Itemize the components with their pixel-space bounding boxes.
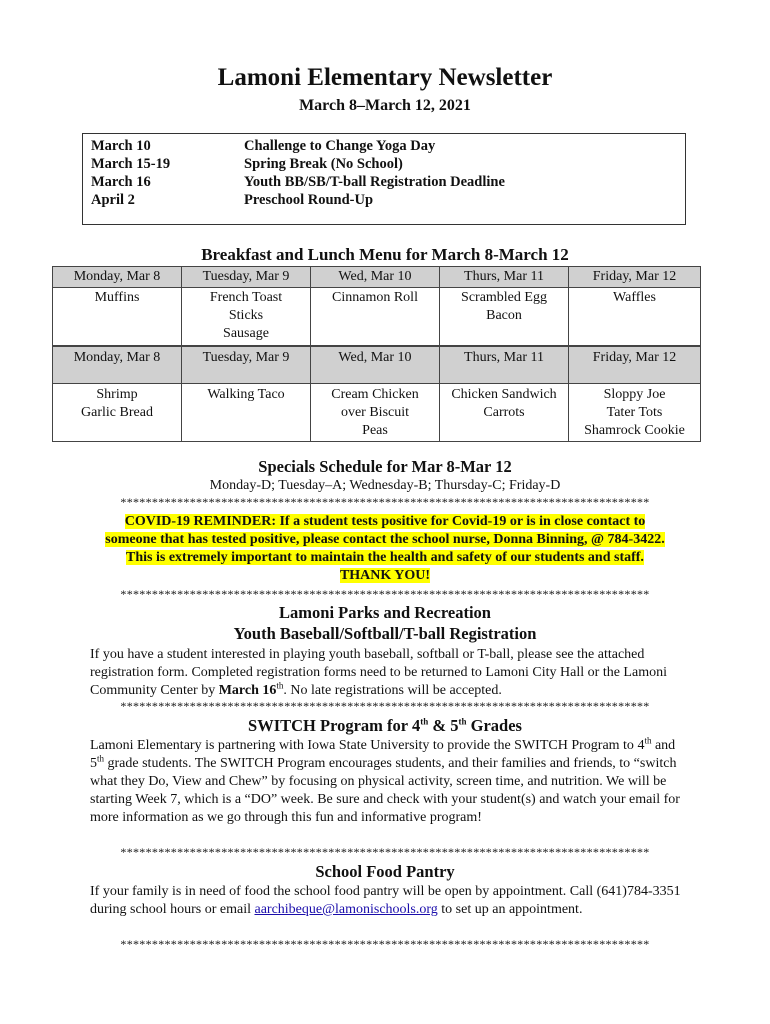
pantry-text-end: to set up an appointment. [437, 902, 583, 917]
registration-heading: Youth Baseball/Softball/T-ball Registration [233, 624, 537, 643]
menu-item: Sausage [223, 326, 269, 341]
event-row [91, 173, 685, 191]
food-pantry-paragraph [90, 883, 690, 919]
ordinal-suffix: th [420, 716, 429, 727]
switch-heading [0, 716, 770, 736]
covid-reminder [100, 513, 670, 585]
deadline-suffix: th [276, 680, 284, 691]
newsletter-title: Lamoni Elementary Newsletter [217, 64, 553, 91]
breakfast-menu-table [52, 266, 701, 346]
switch-heading-text: Grades [466, 716, 522, 735]
ordinal-suffix: th [97, 753, 105, 764]
menu-header-row [53, 347, 701, 384]
menu-day-header: Monday, Mar 8 [53, 347, 182, 384]
divider: ************************************************************************************ [120, 846, 650, 858]
menu-item: Peas [362, 423, 388, 438]
switch-text: grade students. The SWITCH Program encourages students, and their families and friends, to “switch what they Do, View and Chew” by focusing on physical activity, screen time, and nutrition. We will be starting Week 7, which is a “DO” week. Be sure and check with your student(s) and watch your email for more information as we go through this fun and informative program! [90, 756, 680, 825]
menu-day-header: Friday, Mar 12 [569, 267, 701, 288]
menu-item: Cream Chicken [331, 387, 419, 402]
menu-day-header: Tuesday, Mar 9 [182, 347, 311, 384]
event-date: April 2 [91, 192, 135, 208]
menu-item: Bacon [486, 308, 522, 323]
event-date: March 16 [91, 174, 151, 190]
ordinal-suffix: th [458, 716, 467, 727]
breakfast-cell [440, 288, 569, 346]
divider: ************************************************************************************ [120, 700, 650, 712]
event-date: March 10 [91, 138, 151, 154]
ordinal-suffix: th [644, 735, 652, 746]
divider: ************************************************************************************ [120, 496, 650, 508]
menu-item: Sloppy Joe [603, 387, 666, 402]
event-row [91, 137, 685, 155]
breakfast-cell [311, 288, 440, 346]
menu-item: French Toast [209, 290, 283, 305]
switch-text: and 5 [90, 738, 676, 771]
covid-reminder-text: COVID-19 REMINDER: If a student tests positive for Covid-19 or is in close contact to someone that has tested positive, please contact the school nurse, Donna Binning, @ 784-3422. This is extremely important to maintain the health and safety of our students and staff. THANK YOU! [105, 514, 665, 583]
menu-day-header: Thurs, Mar 11 [440, 347, 569, 384]
lunch-cell [182, 384, 311, 442]
menu-item: Waffles [613, 290, 656, 305]
breakfast-cell [569, 288, 701, 346]
menu-item: over Biscuit [340, 405, 410, 420]
event-description: Challenge to Change Yoga Day [244, 138, 436, 154]
event-description: Youth BB/SB/T-ball Registration Deadline [244, 174, 505, 190]
menu-day-header: Wed, Mar 10 [311, 347, 440, 384]
menu-item: Muffins [94, 290, 140, 305]
menu-item: Chicken Sandwich [451, 387, 557, 402]
registration-text: If you have a student interested in playing youth baseball, softball or T-ball, please see the attached registration form. Completed registration forms need to be returned to Lamoni City Hall or the Lamoni Community Center by [90, 647, 667, 698]
menu-title: Breakfast and Lunch Menu for March 8-March 12 [201, 245, 569, 264]
event-row [91, 191, 685, 209]
switch-paragraph [90, 737, 690, 827]
breakfast-cell [53, 288, 182, 346]
menu-item: Carrots [483, 405, 525, 420]
menu-item: Shamrock Cookie [584, 423, 685, 438]
pantry-email-link[interactable]: aarchibeque@lamonischools.org [254, 902, 438, 917]
registration-deadline: March 16 [218, 683, 277, 698]
lunch-cell [311, 384, 440, 442]
menu-item: Walking Taco [207, 387, 285, 402]
menu-item: Tater Tots [606, 405, 663, 420]
menu-day-header: Tuesday, Mar 9 [182, 267, 311, 288]
breakfast-row [53, 288, 701, 346]
switch-heading-text: & 5 [428, 716, 459, 735]
menu-header-row [53, 267, 701, 288]
lunch-menu-table [52, 346, 701, 442]
specials-heading: Specials Schedule for Mar 8-Mar 12 [258, 457, 512, 476]
menu-day-header: Thurs, Mar 11 [440, 267, 569, 288]
event-description: Spring Break (No School) [244, 156, 403, 172]
switch-text: Lamoni Elementary is partnering with Iowa State University to provide the SWITCH Program to [90, 738, 638, 753]
lunch-cell [569, 384, 701, 442]
lunch-cell [440, 384, 569, 442]
menu-item: Sticks [228, 308, 264, 323]
menu-item: Scrambled Egg [461, 290, 547, 305]
divider: ************************************************************************************ [120, 938, 650, 950]
specials-schedule: Monday-D; Tuesday–A; Wednesday-B; Thursday-C; Friday-D [209, 478, 561, 493]
lunch-row [53, 384, 701, 442]
pantry-text: If your family is in need of food the school food pantry will be open by appointment. Call (641)784-3351 during school hours or email [90, 884, 681, 917]
menu-item: Cinnamon Roll [332, 290, 418, 305]
parks-heading: Lamoni Parks and Recreation [279, 603, 491, 622]
events-box [82, 133, 686, 225]
switch-heading-text: SWITCH Program for 4 [248, 716, 421, 735]
menu-item: Shrimp [96, 387, 138, 402]
food-pantry-heading: School Food Pantry [315, 862, 455, 881]
lunch-cell [53, 384, 182, 442]
menu-day-header: Wed, Mar 10 [311, 267, 440, 288]
menu-day-header: Monday, Mar 8 [53, 267, 182, 288]
event-row [91, 155, 685, 173]
switch-text: 4 [637, 738, 645, 753]
registration-text-end: . No late registrations will be accepted. [283, 683, 502, 698]
event-description: Preschool Round-Up [244, 192, 374, 208]
registration-paragraph [90, 646, 690, 700]
date-range: March 8–March 12, 2021 [299, 97, 471, 114]
menu-item: Garlic Bread [81, 405, 153, 420]
breakfast-cell [182, 288, 311, 346]
divider: ************************************************************************************ [120, 588, 650, 600]
menu-day-header: Friday, Mar 12 [569, 347, 701, 384]
event-date: March 15-19 [91, 156, 171, 172]
